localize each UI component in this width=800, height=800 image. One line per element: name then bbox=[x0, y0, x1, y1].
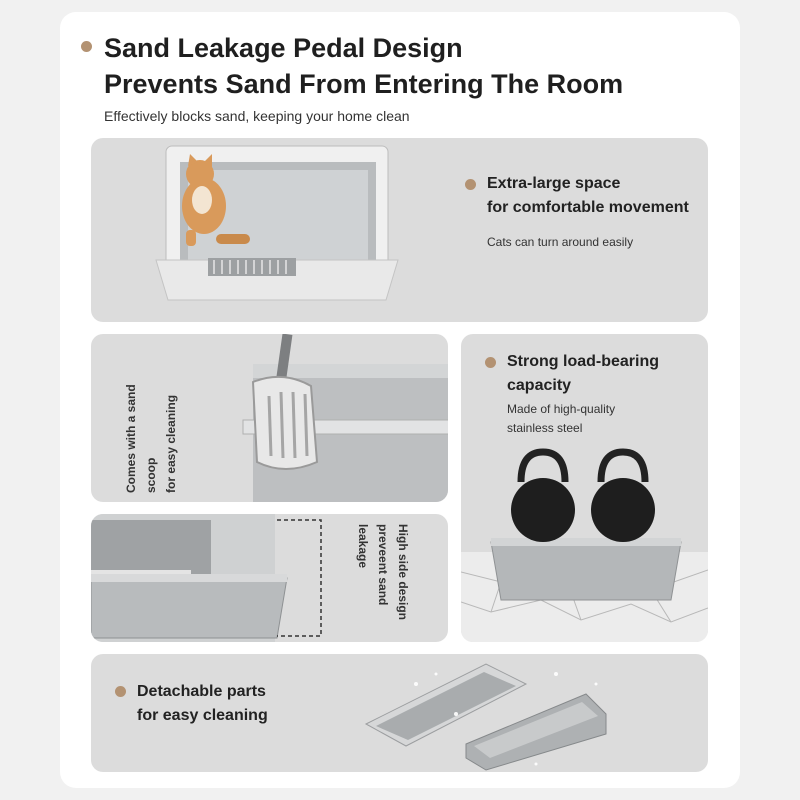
feature-side-text bbox=[353, 524, 413, 639]
panel-load-bearing bbox=[461, 334, 708, 642]
subheadline: Effectively blocks sand, keeping your home clean bbox=[104, 108, 410, 124]
feature-load-desc-2: stainless steel bbox=[507, 421, 583, 435]
feature-side-line-1: High side design bbox=[396, 524, 410, 621]
bullet-dot-icon bbox=[485, 357, 496, 368]
headline-line-1: Sand Leakage Pedal Design bbox=[104, 33, 463, 63]
feature-space-title bbox=[487, 172, 689, 220]
feature-scoop-text bbox=[121, 348, 181, 493]
feature-load-desc-1: Made of high-quality bbox=[507, 402, 616, 416]
feature-scoop-line-1: Comes with a sand scoop bbox=[124, 384, 158, 493]
bullet-dot-icon bbox=[115, 686, 126, 697]
high-side-box-image bbox=[91, 514, 291, 642]
panel-high-side bbox=[91, 514, 448, 642]
feature-load-title-2: capacity bbox=[507, 377, 572, 394]
page-headline bbox=[104, 30, 664, 102]
feature-load-title bbox=[507, 350, 659, 398]
feature-detach-title bbox=[137, 680, 268, 728]
height-guide-icon bbox=[271, 514, 331, 642]
litter-box-with-cat-image bbox=[146, 140, 406, 320]
feature-space-desc: Cats can turn around easily bbox=[487, 235, 634, 249]
kettlebells-on-box-image bbox=[461, 442, 708, 642]
panel-detachable bbox=[91, 654, 708, 772]
panel-large-space bbox=[91, 138, 708, 322]
headline-line-2: Prevents Sand From Entering The Room bbox=[104, 69, 624, 99]
feature-load-desc bbox=[507, 400, 615, 438]
feature-side-line-2: preveent sand leakage bbox=[356, 524, 390, 606]
sand-scoop-image bbox=[231, 334, 448, 502]
feature-space-title-2: for comfortable movement bbox=[487, 199, 689, 216]
feature-space-title-1: Extra-large space bbox=[487, 175, 621, 192]
feature-scoop-line-2: for easy cleaning bbox=[164, 394, 178, 493]
bullet-dot-icon bbox=[465, 179, 476, 190]
feature-detach-title-2: for easy cleaning bbox=[137, 707, 268, 724]
panel-scoop bbox=[91, 334, 448, 502]
feature-detach-title-1: Detachable parts bbox=[137, 683, 266, 700]
feature-load-title-1: Strong load-bearing bbox=[507, 353, 659, 370]
detachable-parts-image bbox=[356, 654, 656, 772]
bullet-dot-icon bbox=[81, 41, 92, 52]
